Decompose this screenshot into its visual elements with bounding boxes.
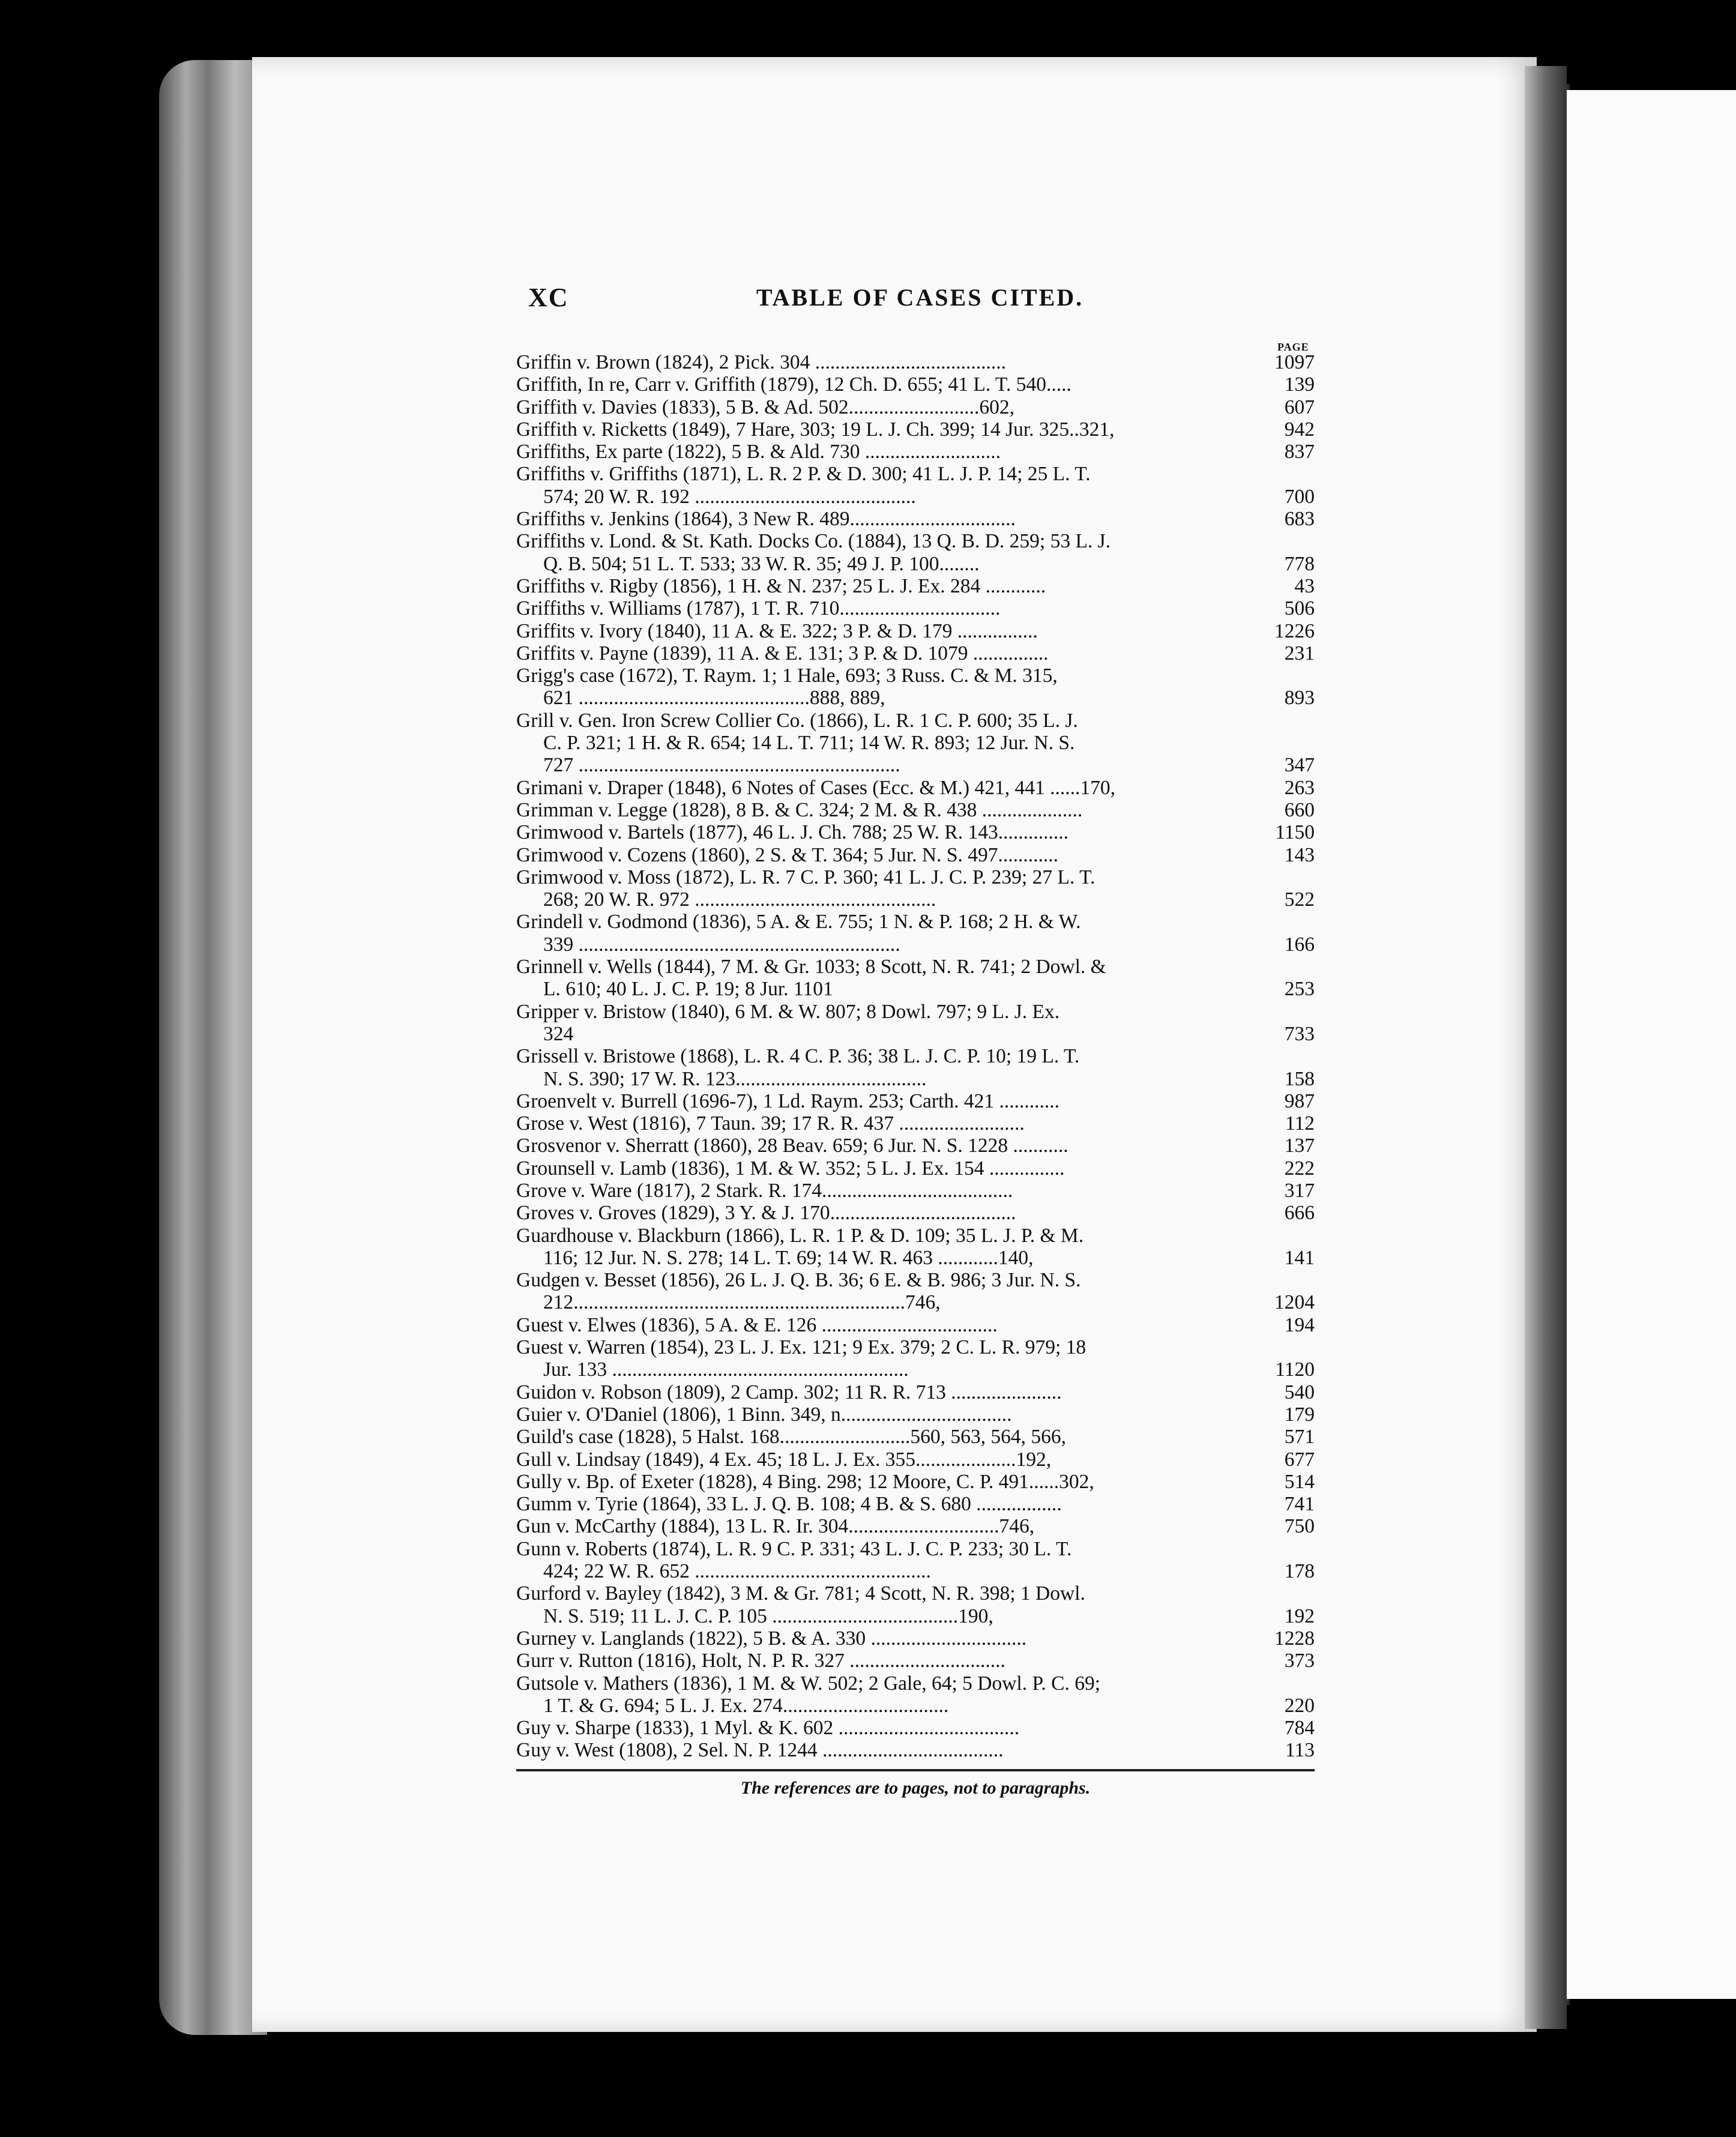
running-title: TABLE OF CASES CITED.	[756, 284, 1084, 311]
case-page-ref: 317	[1284, 1179, 1315, 1202]
case-citation: Griffith v. Ricketts (1849), 7 Hare, 303; 19 L. J. Ch. 399; 14 Jur. 325..321,	[516, 418, 1115, 441]
case-citation: Gully v. Bp. of Exeter (1828), 4 Bing. 298; 12 Moore, C. P. 491......302,	[516, 1470, 1094, 1493]
case-page-ref: 677	[1284, 1448, 1315, 1471]
case-page-ref: 194	[1284, 1313, 1315, 1336]
case-citation: Gull v. Lindsay (1849), 4 Ex. 45; 18 L. J. Ex. 355....................192,	[516, 1448, 1052, 1471]
case-citation: Gurr v. Rutton (1816), Holt, N. P. R. 327 ...............................	[516, 1650, 1005, 1672]
case-page-ref: 733	[1284, 1022, 1315, 1045]
case-citation: Groenvelt v. Burrell (1696-7), 1 Ld. Raym. 253; Carth. 421 ............	[516, 1090, 1059, 1112]
case-entry	[516, 1001, 1315, 1046]
case-page-ref: 1204	[1274, 1291, 1315, 1314]
case-citation: Griffiths, Ex parte (1822), 5 B. & Ald. 730 ...........................	[516, 441, 1001, 463]
footer-rule	[516, 1769, 1315, 1771]
case-page-ref: 112	[1285, 1112, 1315, 1135]
case-citation: Guest v. Warren (1854), 23 L. J. Ex. 121; 9 Ex. 379; 2 C. L. R. 979; 18	[516, 1336, 1087, 1359]
case-citation: Griffiths v. Williams (1787), 1 T. R. 710................................	[516, 597, 1001, 620]
case-entry	[516, 1225, 1315, 1270]
case-citation: Guidon v. Robson (1809), 2 Camp. 302; 11 R. R. 713 ......................	[516, 1381, 1062, 1403]
case-entry	[516, 463, 1315, 508]
case-page-ref: 514	[1284, 1470, 1315, 1493]
case-citation: Gun v. McCarthy (1884), 13 L. R. Ir. 304..............................746,	[516, 1515, 1035, 1538]
case-entry	[516, 1582, 1315, 1627]
case-entry	[516, 1045, 1315, 1090]
case-page-ref: 506	[1284, 597, 1315, 620]
case-page-ref: 192	[1284, 1605, 1315, 1627]
case-citation: Grosvenor v. Sherratt (1860), 28 Beav. 659; 6 Jur. N. S. 1228 ...........	[516, 1135, 1068, 1157]
case-entry	[516, 821, 1315, 843]
case-citation: Grimwood v. Bartels (1877), 46 L. J. Ch. 788; 25 W. R. 143..............	[516, 821, 1068, 844]
case-citation: Gunn v. Roberts (1874), L. R. 9 C. P. 331; 43 L. J. C. P. 233; 30 L. T.	[516, 1537, 1072, 1560]
case-citation: Grill v. Gen. Iron Screw Collier Co. (1866), L. R. 1 C. P. 600; 35 L. J.	[516, 709, 1078, 732]
case-entry	[516, 1650, 1315, 1672]
case-page-ref: 522	[1284, 888, 1315, 911]
case-entry	[516, 1426, 1315, 1448]
case-citation: Gurford v. Bayley (1842), 3 M. & Gr. 781; 4 Scott, N. R. 398; 1 Dowl.	[516, 1582, 1085, 1605]
case-page-ref: 179	[1284, 1403, 1315, 1426]
case-list	[516, 351, 1315, 1762]
case-citation-continued: 268; 20 W. R. 972 ................................................	[543, 888, 936, 911]
case-page-ref: 347	[1284, 754, 1315, 777]
case-citation: Grose v. West (1816), 7 Taun. 39; 17 R. R. 437 .........................	[516, 1112, 1025, 1135]
case-citation: Grounsell v. Lamb (1836), 1 M. & W. 352; 5 L. J. Ex. 154 ...............	[516, 1157, 1065, 1180]
case-citation: Grimwood v. Cozens (1860), 2 S. & T. 364; 5 Jur. N. S. 497............	[516, 843, 1058, 866]
case-entry	[516, 1180, 1315, 1202]
case-page-ref: 158	[1284, 1067, 1315, 1090]
case-citation: Griffits v. Ivory (1840), 11 A. & E. 322; 3 P. & D. 179 ................	[516, 619, 1038, 642]
case-citation: Gutsole v. Mathers (1836), 1 M. & W. 502; 2 Gale, 64; 5 Dowl. P. C. 69;	[516, 1672, 1101, 1695]
case-citation: Gumm v. Tyrie (1864), 33 L. J. Q. B. 108; 4 B. & S. 680 .................	[516, 1493, 1062, 1516]
case-page-ref: 166	[1284, 933, 1315, 956]
case-page-ref: 700	[1284, 485, 1315, 508]
page-header	[528, 282, 1312, 318]
footnote: The references are to pages, not to paragraphs.	[740, 1778, 1091, 1798]
case-citation: Guild's case (1828), 5 Halst. 168..........................560, 563, 564, 566,	[516, 1426, 1067, 1448]
case-citation: Guardhouse v. Blackburn (1866), L. R. 1 P. & D. 109; 35 L. J. P. & M.	[516, 1224, 1084, 1247]
case-entry	[516, 441, 1315, 463]
case-citation: Guy v. West (1808), 2 Sel. N. P. 1244 ....................................	[516, 1739, 1004, 1762]
case-page-ref: 660	[1284, 798, 1315, 821]
case-entry	[516, 1717, 1315, 1739]
case-page-ref: 1097	[1274, 351, 1315, 373]
case-citation: Griffith v. Davies (1833), 5 B. & Ad. 502..........................602,	[516, 396, 1015, 418]
case-citation-continued: 324	[543, 1022, 574, 1045]
case-entry	[516, 418, 1315, 441]
case-citation-continued: 621 ..............................................888, 889,	[543, 687, 885, 710]
case-entry	[516, 1202, 1315, 1224]
page-fold-shadow	[1525, 66, 1567, 2029]
case-page-ref: 837	[1284, 441, 1315, 463]
case-citation-continued: N. S. 519; 11 L. J. C. P. 105 .....................................190,	[543, 1605, 993, 1627]
case-citation-continued: Jur. 133 ...........................................................	[543, 1358, 909, 1381]
case-entry	[516, 1135, 1315, 1157]
case-citation: Guier v. O'Daniel (1806), 1 Binn. 349, n..................................	[516, 1403, 1012, 1426]
case-citation: Griffits v. Payne (1839), 11 A. & E. 131; 3 P. & D. 1079 ...............	[516, 642, 1049, 665]
case-page-ref: 942	[1284, 418, 1315, 441]
case-entry	[516, 1672, 1315, 1717]
facing-page	[1567, 90, 1736, 1999]
case-entry	[516, 1493, 1315, 1515]
case-entry	[516, 1627, 1315, 1650]
case-citation: Griffith, In re, Carr v. Griffith (1879), 12 Ch. D. 655; 41 L. T. 540.....	[516, 373, 1071, 396]
case-page-ref: 1226	[1274, 619, 1315, 642]
case-citation-continued: 424; 22 W. R. 652 ...............................................	[543, 1560, 931, 1583]
case-entry	[516, 844, 1315, 866]
case-page-ref: 1120	[1275, 1358, 1315, 1381]
case-citation-continued: 727 ................................................................	[543, 754, 900, 777]
case-page-ref: 750	[1284, 1515, 1315, 1538]
case-entry	[516, 1336, 1315, 1381]
case-page-ref: 683	[1284, 508, 1315, 531]
case-page-ref: 778	[1284, 552, 1315, 575]
page-column-heading: PAGE	[1277, 341, 1309, 353]
case-page-ref: 1228	[1274, 1627, 1315, 1650]
case-citation-continued: 339 ................................................................	[543, 933, 900, 956]
case-citation: Griffiths v. Griffiths (1871), L. R. 2 P. & D. 300; 41 L. J. P. 14; 25 L. T.	[516, 463, 1091, 486]
case-entry	[516, 1381, 1315, 1403]
case-citation: Grimani v. Draper (1848), 6 Notes of Cases (Ecc. & M.) 421, 441 ......170,	[516, 776, 1115, 799]
case-entry	[516, 665, 1315, 710]
case-citation: Grove v. Ware (1817), 2 Stark. R. 174......................................	[516, 1179, 1013, 1202]
case-entry	[516, 1090, 1315, 1112]
case-page-ref: 666	[1284, 1202, 1315, 1225]
case-citation: Grindell v. Godmond (1836), 5 A. & E. 755; 1 N. & P. 168; 2 H. & W.	[516, 911, 1081, 933]
case-entry	[516, 956, 1315, 1001]
case-page-ref: 222	[1284, 1157, 1315, 1180]
case-page-ref: 571	[1284, 1426, 1315, 1448]
case-page-ref: 178	[1284, 1560, 1315, 1583]
case-entry	[516, 911, 1315, 956]
case-entry	[516, 777, 1315, 799]
case-entry	[516, 799, 1315, 821]
case-page-ref: 784	[1284, 1717, 1315, 1740]
case-entry	[516, 1739, 1315, 1761]
case-entry	[516, 642, 1315, 665]
case-entry	[516, 1471, 1315, 1493]
case-page-ref: 987	[1284, 1090, 1315, 1112]
case-entry	[516, 1314, 1315, 1336]
case-page-ref: 893	[1284, 687, 1315, 710]
case-page-ref: 1150	[1275, 821, 1315, 844]
case-page-ref: 263	[1284, 776, 1315, 799]
case-citation-continued: N. S. 390; 17 W. R. 123......................................	[543, 1067, 927, 1090]
case-page-ref: 540	[1284, 1381, 1315, 1403]
case-citation-continued: 1 T. & G. 694; 5 L. J. Ex. 274.................................	[543, 1694, 949, 1717]
page-stack-edge	[159, 60, 267, 2035]
case-entry	[516, 620, 1315, 642]
case-citation-continued: C. P. 321; 1 H. & R. 654; 14 L. T. 711; 14 W. R. 893; 12 Jur. N. S.	[543, 732, 1075, 755]
case-entry	[516, 373, 1315, 396]
case-citation: Groves v. Groves (1829), 3 Y. & J. 170.....................................	[516, 1202, 1016, 1225]
case-citation: Gudgen v. Besset (1856), 26 L. J. Q. B. 36; 6 E. & B. 986; 3 Jur. N. S.	[516, 1269, 1081, 1292]
case-citation: Griffiths v. Lond. & St. Kath. Docks Co. (1884), 13 Q. B. D. 259; 53 L. J.	[516, 530, 1111, 553]
case-entry	[516, 530, 1315, 575]
case-citation: Gripper v. Bristow (1840), 6 M. & W. 807; 8 Dowl. 797; 9 L. J. Ex.	[516, 1000, 1060, 1023]
case-entry	[516, 866, 1315, 911]
case-entry	[516, 1538, 1315, 1583]
case-entry	[516, 1448, 1315, 1471]
case-entry	[516, 710, 1315, 777]
case-page-ref: 231	[1284, 642, 1315, 665]
case-page-ref: 141	[1284, 1246, 1315, 1269]
page-number: XC	[528, 283, 569, 312]
case-citation: Grimman v. Legge (1828), 8 B. & C. 324; 2 M. & R. 438 ....................	[516, 798, 1083, 821]
case-citation: Grissell v. Bristowe (1868), L. R. 4 C. P. 36; 38 L. J. C. P. 10; 19 L. T.	[516, 1045, 1080, 1068]
case-citation: Griffiths v. Jenkins (1864), 3 New R. 489.................................	[516, 508, 1016, 531]
case-entry	[516, 1403, 1315, 1426]
case-entry	[516, 351, 1315, 373]
case-citation-continued: Q. B. 504; 51 L. T. 533; 33 W. R. 35; 49 J. P. 100........	[543, 552, 980, 575]
case-page-ref: 137	[1284, 1135, 1315, 1157]
case-page-ref: 143	[1284, 843, 1315, 866]
case-entry	[516, 575, 1315, 597]
case-entry	[516, 396, 1315, 418]
case-citation: Gurney v. Langlands (1822), 5 B. & A. 330 ...............................	[516, 1627, 1027, 1650]
case-citation: Grigg's case (1672), T. Raym. 1; 1 Hale, 693; 3 Russ. C. & M. 315,	[516, 665, 1058, 687]
case-citation: Griffin v. Brown (1824), 2 Pick. 304 ......................................	[516, 351, 1007, 373]
case-page-ref: 607	[1284, 396, 1315, 418]
case-page-ref: 113	[1285, 1739, 1315, 1762]
case-citation: Grinnell v. Wells (1844), 7 M. & Gr. 1033; 8 Scott, N. R. 741; 2 Dowl. &	[516, 956, 1106, 978]
case-citation: Guest v. Elwes (1836), 5 A. & E. 126 ...................................	[516, 1313, 998, 1336]
case-citation-continued: 116; 12 Jur. N. S. 278; 14 L. T. 69; 14 W. R. 463 ............140,	[543, 1246, 1034, 1269]
case-page-ref: 741	[1284, 1493, 1315, 1516]
case-entry	[516, 1112, 1315, 1135]
case-citation-continued: 212..................................................................746,	[543, 1291, 941, 1314]
case-entry	[516, 508, 1315, 530]
case-page-ref: 43	[1294, 574, 1315, 597]
case-entry	[516, 1515, 1315, 1537]
case-page-ref: 253	[1284, 978, 1315, 1001]
case-entry	[516, 1269, 1315, 1314]
case-entry	[516, 1157, 1315, 1180]
case-citation: Grimwood v. Moss (1872), L. R. 7 C. P. 360; 41 L. J. C. P. 239; 27 L. T.	[516, 866, 1096, 888]
case-citation: Guy v. Sharpe (1833), 1 Myl. & K. 602 ....................................	[516, 1717, 1020, 1740]
case-page-ref: 139	[1284, 373, 1315, 396]
case-citation-continued: 574; 20 W. R. 192 ............................................	[543, 485, 916, 508]
case-page-ref: 220	[1284, 1694, 1315, 1717]
case-citation-continued: L. 610; 40 L. J. C. P. 19; 8 Jur. 1101	[543, 978, 833, 1001]
case-citation: Griffiths v. Rigby (1856), 1 H. & N. 237; 25 L. J. Ex. 284 ............	[516, 574, 1046, 597]
case-page-ref: 373	[1284, 1650, 1315, 1672]
case-entry	[516, 597, 1315, 619]
